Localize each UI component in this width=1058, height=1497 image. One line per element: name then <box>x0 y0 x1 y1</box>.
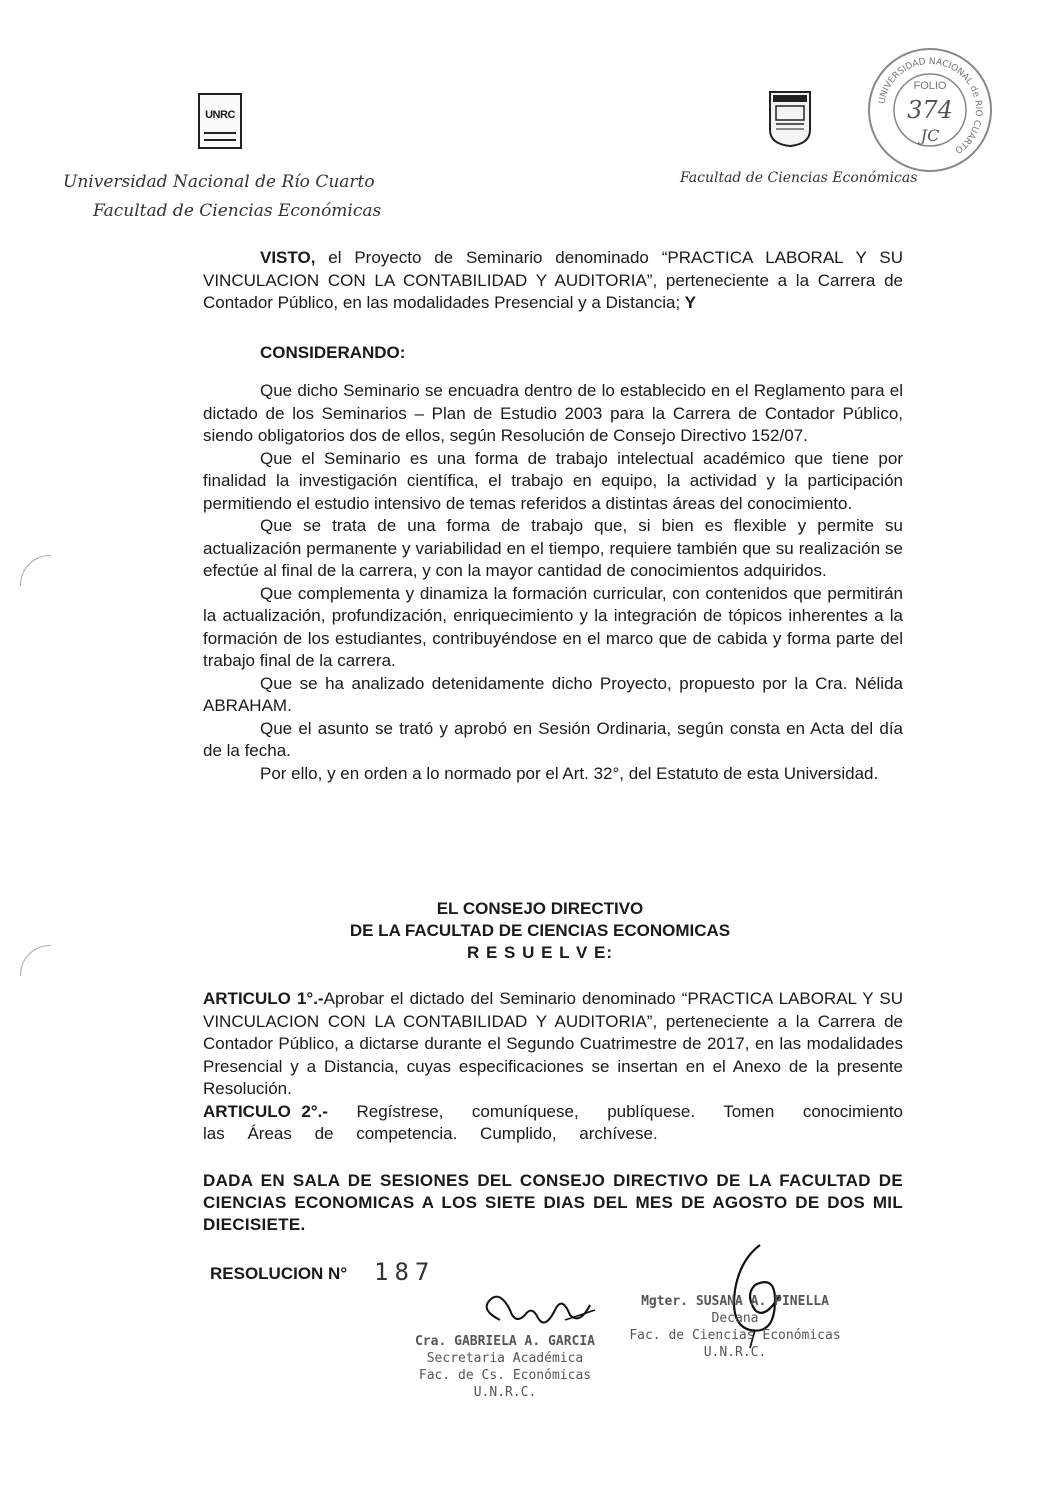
resolucion-number: 187 <box>374 1258 436 1286</box>
considerando-paragraph: Que se trata de una forma de trabajo que, si bien es flexible y permite su actualización permanente y variabilidad en el tiempo, requiere también que su realización se efectúe al final de la carrera, y con la mayor cantidad de conocimientos adquiridos. <box>203 516 903 580</box>
signer-left-name: Cra. GABRIELA A. GARCIA <box>414 1334 595 1349</box>
faculty-name-left: Facultad de Ciencias Económicas <box>93 201 382 221</box>
punch-hole-mark <box>20 945 51 976</box>
articulo-1 <box>203 988 903 1101</box>
considerando-paragraph: Que se ha analizado detenidamente dicho Proyecto, propuesto por la Cra. Nélida ABRAHAM. <box>203 673 903 715</box>
visto-tail: Y <box>680 293 696 312</box>
considerando-paragraph: Que complementa y dinamiza la formación curricular, con contenidos que permitirán la actualización, profundización, enriquecimiento y la integración de tópicos inherentes a la formación de los estudiantes, contribuyéndose en el marco que de cabida y forma parte del trabajo final de la carrera. <box>203 583 903 670</box>
folio-stamp <box>868 48 992 172</box>
resolucion-label: RESOLUCION N° <box>210 1264 348 1283</box>
signer-right-univ: U.N.R.C. <box>703 1345 767 1360</box>
articulo-label: ARTICULO 2°.- <box>203 1101 328 1121</box>
unrc-logo <box>198 93 242 149</box>
faculty-name-right: Facultad de Ciencias Económicas <box>680 170 918 186</box>
stamp-sub: JC <box>920 126 940 145</box>
signer-right-name: Mgter. SUSANA A. PINELLA <box>641 1294 829 1309</box>
signer-left-role: Secretaria Académica <box>426 1351 584 1366</box>
consejo-line2: DE LA FACULTAD DE CIENCIAS ECONOMICAS <box>349 921 731 940</box>
consejo-line1: EL CONSEJO DIRECTIVO <box>436 899 644 918</box>
articulos <box>203 988 903 1146</box>
considerando-paragraph: Que el asunto se trató y aprobó en Sesión Ordinaria, según consta en Acta del día de la fecha. <box>203 718 903 760</box>
stamp-ring-text: UNIVERSIDAD NACIONAL de RIO CUARTO <box>877 56 984 155</box>
signature-right-block <box>615 1293 855 1361</box>
considerando-title: CONSIDERANDO: <box>260 343 406 362</box>
consejo-heading <box>300 898 780 964</box>
considerando-paragraph: Por ello, y en orden a lo normado por el Art. 32°, del Estatuto de esta Universidad. <box>260 763 879 783</box>
considerando-paragraph: Que el Seminario es una forma de trabajo intelectual académico que tiene por finalidad la investigación científica, el trabajo en equipo, la actividad y la participación permitiendo el estudio intensivo de temas referidos a distintas áreas del conocimiento. <box>203 448 903 513</box>
university-name: Universidad Nacional de Río Cuarto <box>63 172 375 192</box>
resuelve: R E S U E L V E: <box>466 943 614 962</box>
signer-left-univ: U.N.R.C. <box>473 1385 537 1400</box>
visto-paragraph <box>203 247 903 315</box>
signer-right-org: Fac. de Ciencias Económicas <box>629 1328 841 1343</box>
considerando-paragraph: Que dicho Seminario se encuadra dentro de lo establecido en el Reglamento para el dictado de los Seminarios – Plan de Estudio 2003 para la Carrera de Contador Público, siendo obligatorios dos de ellos, según Resolución de Consejo Directivo 152/07. <box>203 381 903 445</box>
articulo-text: Aprobar el dictado del Seminario denominado “PRACTICA LABORAL Y SU VINCULACION CON LA CONTABILIDAD Y AUDITORIA”, perteneciente a la Carrera de Contador Público, a dictarse durante el Segundo Cuatrimestre de 2017, en las modalidades Presencial y a Distancia, cuyas especificaciones se insertan en el Anexo de la presente Resolución. <box>203 989 903 1098</box>
unrc-logo-text: UNRC <box>205 109 235 121</box>
stamp-label: FOLIO <box>913 80 947 92</box>
considerando-body <box>203 380 903 785</box>
signer-left-org: Fac. de Cs. Económicas <box>418 1368 592 1383</box>
visto-lead: VISTO, <box>260 248 316 267</box>
faculty-crest-icon <box>768 90 812 148</box>
dada-en-sala: DADA EN SALA DE SESIONES DEL CONSEJO DIRECTIVO DE LA FACULTAD DE CIENCIAS ECONOMICAS A LOS SIETE DIAS DEL MES DE AGOSTO DE DOS MIL DIECISIETE. <box>203 1171 903 1234</box>
stamp-number: 374 <box>907 96 953 124</box>
visto-text: el Proyecto de Seminario denominado “PRACTICA LABORAL Y SU VINCULACION CON LA CONTABILIDAD Y AUDITORIA”, perteneciente a la Carrera de Contador Público, en las modalidades Presencial y a Distancia; <box>203 248 903 312</box>
punch-hole-mark <box>20 555 51 586</box>
signer-right-role: Decana <box>711 1311 759 1326</box>
signature-left-block <box>390 1333 620 1401</box>
articulo-2 <box>203 1101 903 1146</box>
articulo-text: Regístrese, comuníquese, publíquese. Tomen conocimiento las Áreas de competencia. Cumplido, archívese. <box>203 1101 903 1143</box>
articulo-label: ARTICULO 1°.- <box>203 989 324 1008</box>
